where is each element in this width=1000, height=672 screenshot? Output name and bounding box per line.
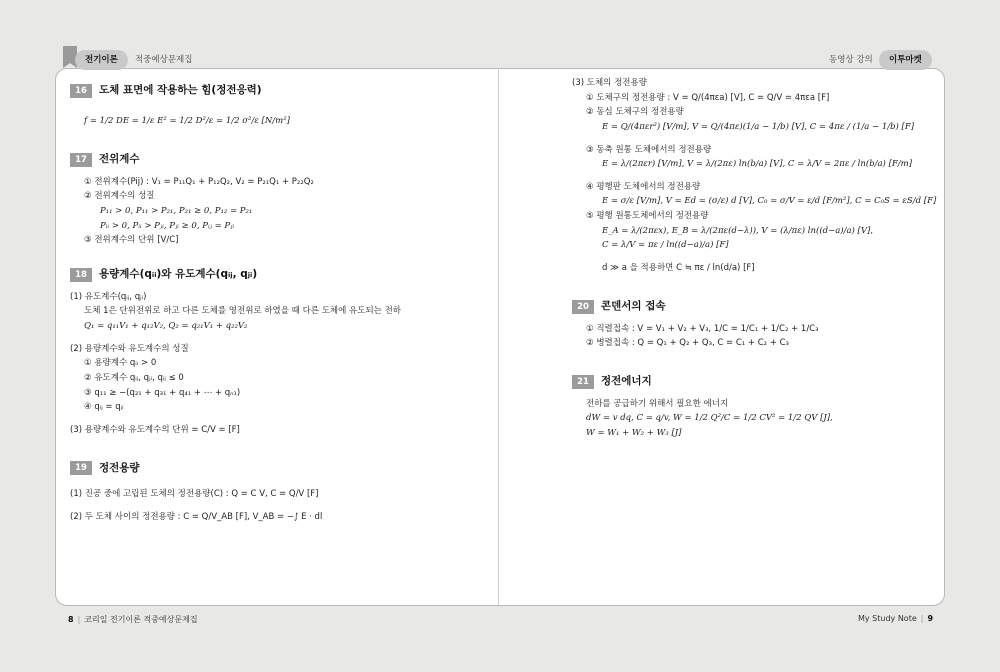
tab-subject: 전기이론 [75,50,128,70]
series-connection: ① 직렬접속 : V = V₁ + V₂ + V₃, 1/C = 1/C₁ + 1/C₂ + 1/C₃ [586,323,819,334]
capacity-prop-1: ① 용량계수 qᵢᵢ > 0 [84,358,157,369]
section-number: 20 [572,300,594,314]
header-bar [57,50,943,70]
capacity-props-heading: (2) 용량계수와 유도계수의 성질 [70,343,189,354]
section-number: 21 [572,375,594,389]
section-18-heading [70,268,485,282]
footer-note: My Study Note [858,614,917,623]
parallel-plate-heading: ④ 평행판 도체에서의 정전용량 [586,181,701,192]
isolated-conductor-capacitance: (1) 진공 중에 고립된 도체의 정전용량(C) : Q = C V, C = Q/V [F] [70,489,319,500]
potential-coefficient-props-heading: ② 전위계수의 성질 [84,191,155,202]
capacity-prop-2: ② 유도계수 qᵢⱼ, qⱼᵢ, qᵢⱼ ≤ 0 [84,372,184,383]
section-21-heading [572,375,937,389]
concentric-sphere-eq: E = Q/(4πεr²) [V/m], V = Q/(4πε)(1/a − 1/b) [V], C = 4πε / (1/a − 1/b) [F] [602,121,915,132]
capacity-prop-3: ③ q₁₁ ≥ −(q₂₁ + q₃₁ + q₄₁ + ⋯ + qₙ₁) [84,387,241,398]
section-number: 16 [70,84,92,98]
parallel-plate-eq: E = σ/ε [V/m], V = Ed = (σ/ε) d [V], C₀ = σ/V = ε/d [F/m²], C = C₀S = εS/d [F] [602,196,937,207]
induction-coefficient-text: 도체 1은 단위전위로 하고 다른 도체를 영전위로 하였을 때 다른 도체에 유도되는 전하 [84,306,402,317]
parallel-cylinder-heading: ⑤ 평행 원통도체에서의 정전용량 [586,211,709,221]
left-page [70,78,485,527]
section-20-heading [572,300,937,314]
coaxial-cylinder-heading: ③ 동축 원통 도체에서의 정전용량 [586,144,712,155]
energy-text: 전하를 공급하기 위해서 필요한 에너지 [586,398,729,409]
page-gutter [498,68,499,606]
section-title: 도체 표면에 작용하는 힘(정전응력) [99,84,262,97]
conductor-capacitance-heading: (3) 도체의 정전용량 [572,78,647,88]
potential-coefficient-def: ① 전위계수(Pij) : V₁ = P₁₁Q₁ + P₁₂Q₂, V₂ = P₂₁Q₁ + P₂₂Q₂ [84,176,314,187]
right-footer: My Study Note | 9 [858,614,934,623]
section-title: 정전용량 [99,461,140,474]
parallel-cylinder-eq-2: C = λ/V = πε / ln((d−a)/a) [F] [602,240,729,251]
section-title: 정전에너지 [601,375,652,388]
right-page [572,78,937,443]
parallel-cylinder-eq-1: E_A = λ/(2πεx), E_B = λ/(2πε(d−λ)), V = (λ/πε) ln((d−a)/a) [V], [602,225,873,236]
section-19-heading [70,461,485,475]
induction-coefficient-eq: Q₁ = q₁₁V₁ + q₁₂V₂, Q₂ = q₂₁V₁ + q₂₂V₂ [84,321,248,331]
tab-video-lecture: 동영상 강의 [829,55,873,65]
concentric-sphere-heading: ② 동심 도체구의 정전용량 [586,107,684,118]
section-number: 17 [70,153,92,167]
footer-book-title: 코리일 전기이론 적중예상문제집 [84,615,198,624]
parallel-cylinder-approx: d ≫ a 을 적용하면 C ≒ πε / ln(d/a) [F] [602,262,755,273]
potential-coefficient-unit: ③ 전위계수의 단위 [V/C] [84,235,179,246]
energy-eq-2: W = W₁ + W₂ + W₃ [J] [586,428,682,438]
capacity-prop-4: ④ qᵢⱼ = qⱼᵢ [84,402,124,413]
capacity-unit-line: (3) 용량계수와 유도계수의 단위 = C/V = [F] [70,424,240,435]
equation-electrostatic-stress: f = 1/2 DE = 1/ε E² = 1/2 D²/ε = 1/2 σ²/ε [N/m²] [84,116,290,126]
tab-publisher: 이투마켓 [879,50,932,70]
page-number-right: 9 [927,614,934,623]
energy-eq-1: dW = v dq, C = q/v, W = 1/2 Q²/C = 1/2 CV² = 1/2 QV [J], [586,413,833,424]
potential-coefficient-props-2: Pᵢᵢ > 0, Pᵢᵢ > Pⱼᵢ, Pⱼᵢ ≥ 0, Pᵢⱼ = Pⱼᵢ [100,220,235,231]
section-number: 19 [70,461,92,475]
coaxial-cylinder-eq: E = λ/(2πεr) [V/m], V = λ/(2πε) ln(b/a) [V], C = λ/V = 2πε / ln(b/a) [F/m] [602,159,913,170]
section-title: 용량계수(qᵢᵢ)와 유도계수(qᵢⱼ, qⱼᵢ) [99,268,258,281]
potential-coefficient-props-1: P₁₁ > 0, P₁₁ > P₂₁, P₂₁ ≥ 0, P₁₂ = P₂₁ [100,205,253,216]
page-number-left: 8 [68,615,74,624]
section-number: 18 [70,268,92,282]
tab-book-title: 적중예상문제집 [135,55,193,65]
induction-coefficient-heading: (1) 유도계수(qᵢⱼ, qⱼᵢ) [70,291,147,302]
left-footer: 8 | 코리일 전기이론 적중예상문제집 [68,615,198,624]
parallel-connection: ② 병렬접속 : Q = Q₁ + Q₂ + Q₃, C = C₁ + C₂ + C₃ [586,338,789,349]
section-title: 전위계수 [99,153,140,166]
section-17-heading [70,153,485,167]
section-title: 콘덴서의 접속 [601,299,666,312]
sphere-capacitance: ① 도체구의 정전용량 : V = Q/(4πεa) [V], C = Q/V = 4πεa [F] [586,92,830,103]
section-16-heading [70,84,485,98]
two-conductor-capacitance: (2) 두 도체 사이의 정전용량 : C = Q/V_AB [F], V_AB = −∫ E · dl [70,512,323,522]
